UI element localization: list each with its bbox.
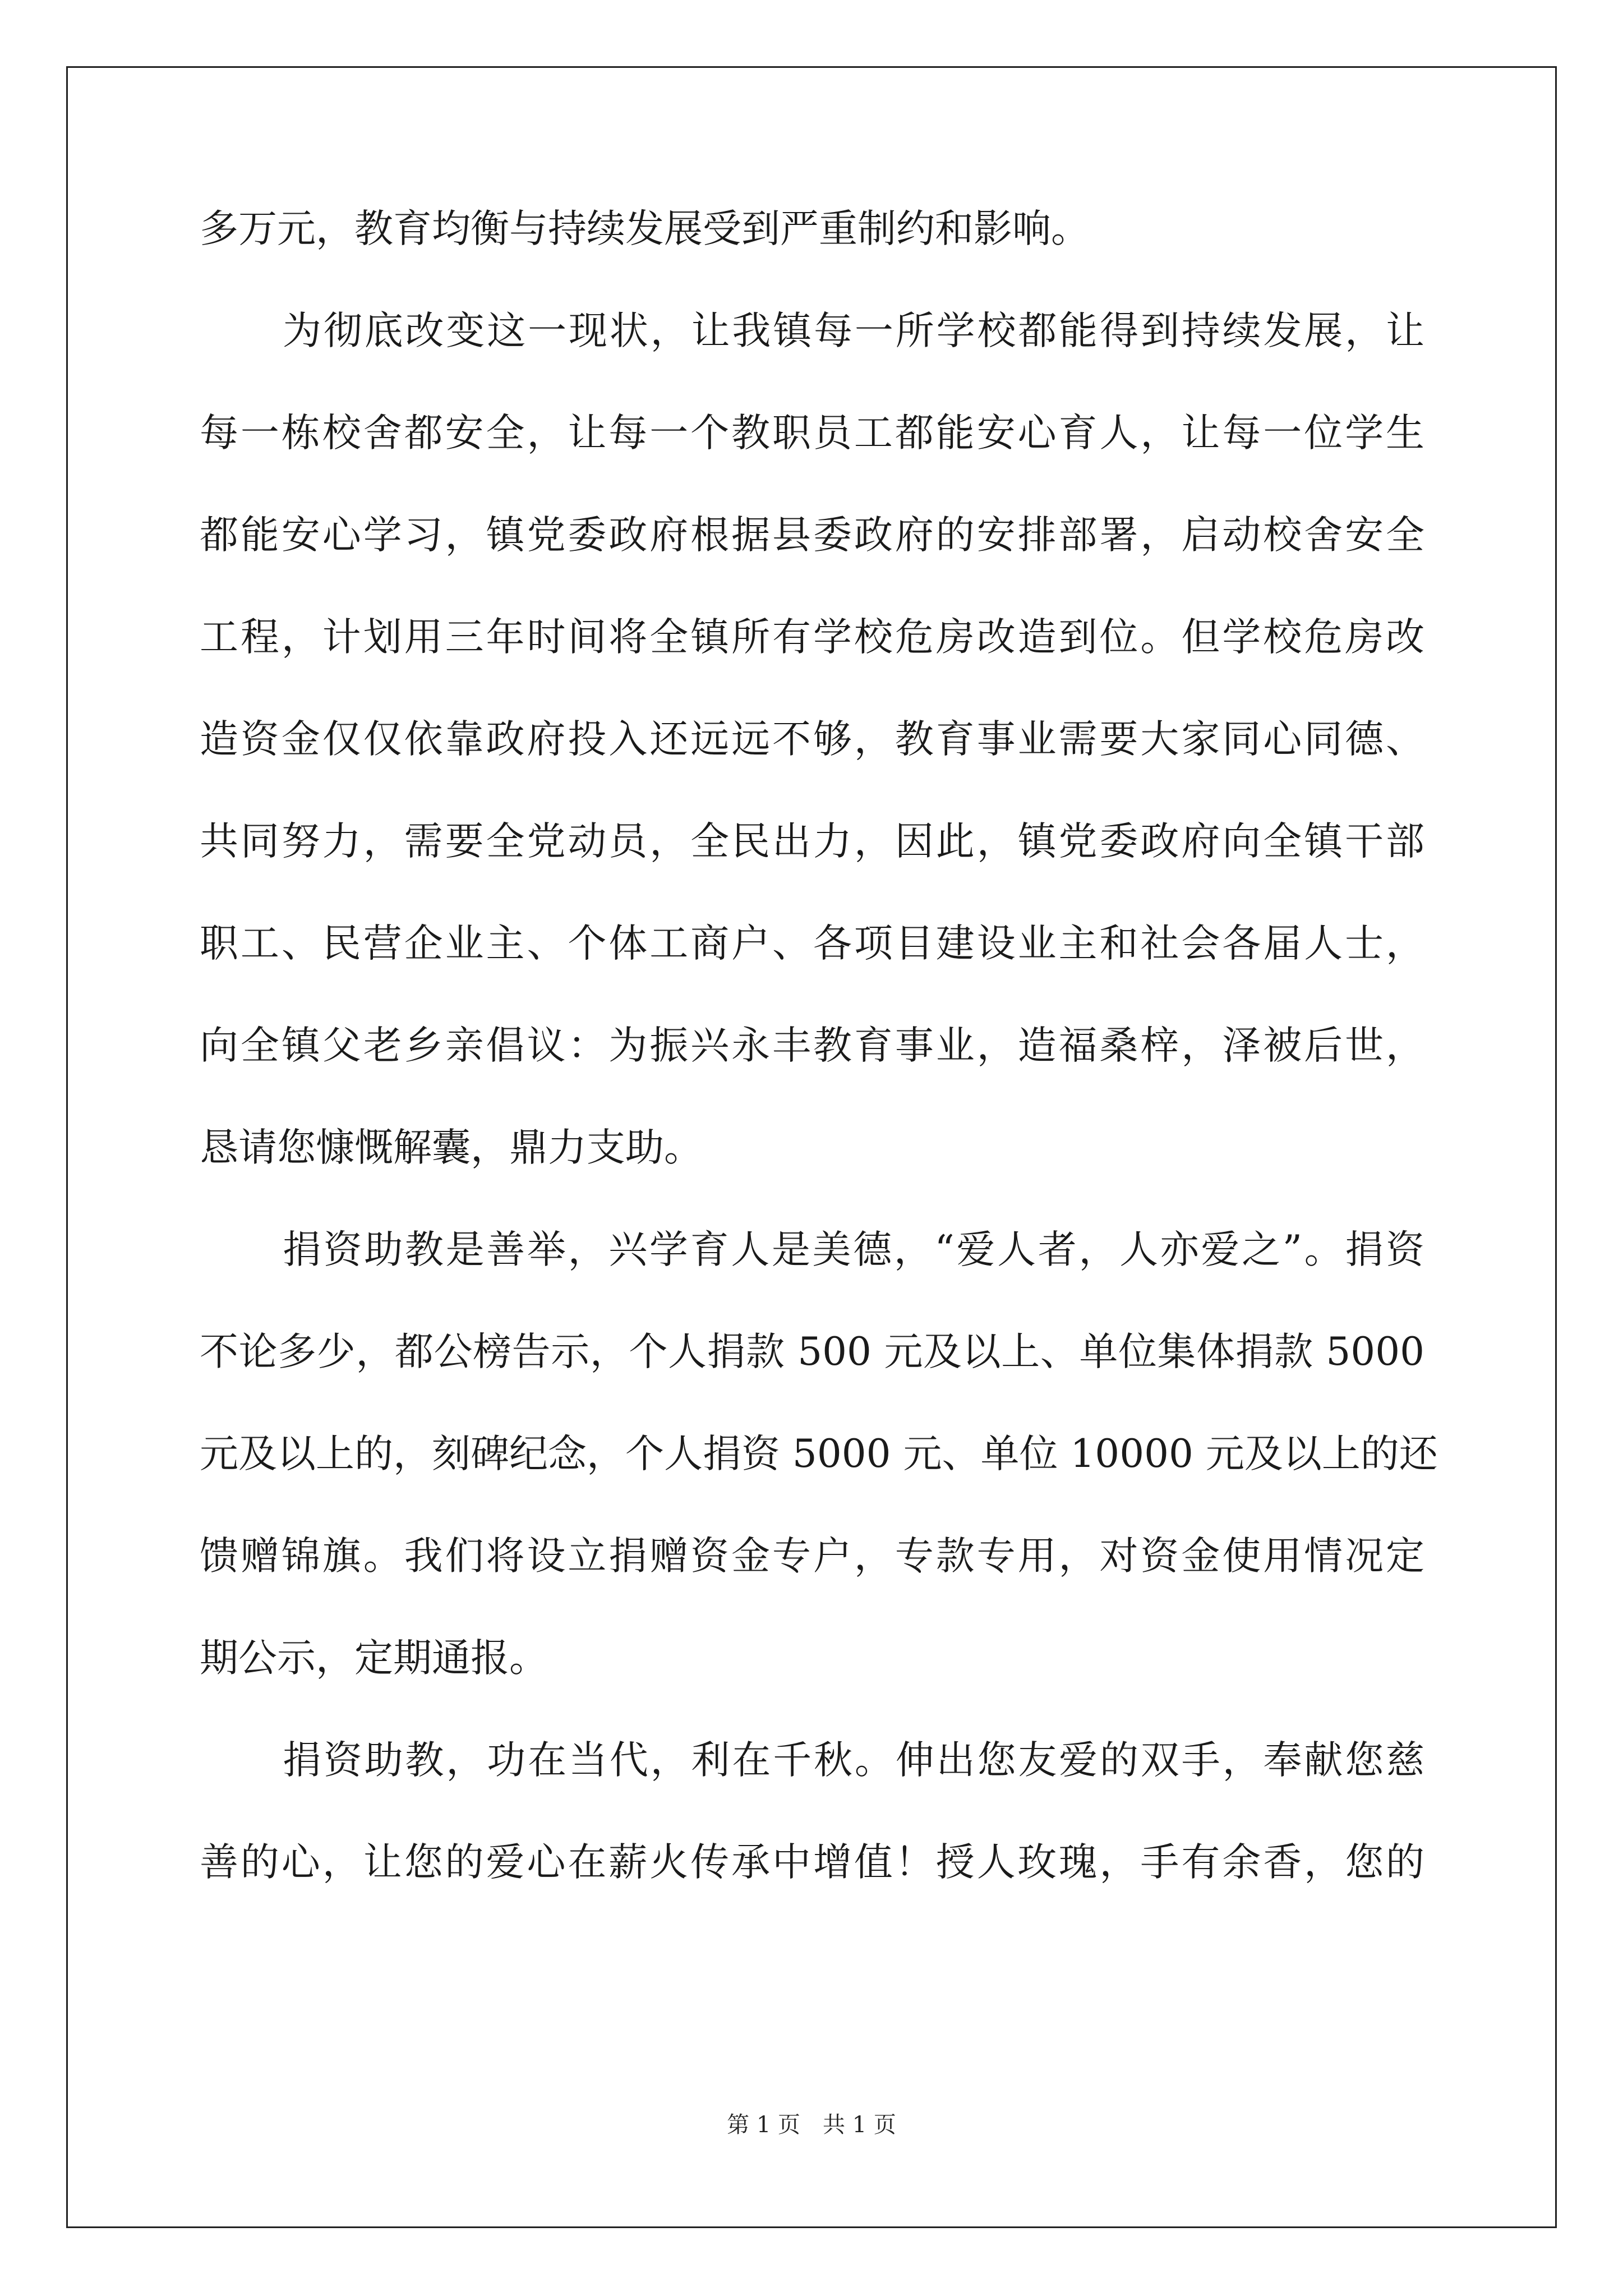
text-line: 都能安心学习，镇党委政府根据县委政府的安排部署，启动校舍安全 (200, 513, 1424, 558)
text-line: 馈赠锦旗。我们将设立捐赠资金专户，专款专用，对资金使用情况定 (200, 1534, 1424, 1579)
text-line: 为彻底改变这一现状，让我镇每一所学校都能得到持续发展，让 (283, 309, 1424, 353)
page-number: 第 1 页 共 1 页 (727, 2112, 896, 2138)
text-line: 不论多少，都公榜告示，个人捐款 500 元及以上、单位集体捐款 5000 (200, 1329, 1424, 1374)
text-line: 职工、民营企业主、个体工商户、各项目建设业主和社会各届人士， (200, 921, 1424, 966)
text-line: 期公示，定期通报。 (200, 1636, 548, 1681)
text-line: 元及以上的，刻碑纪念，个人捐资 5000 元、单位 10000 元及以上的还 (200, 1432, 1438, 1476)
text-line: 每一栋校舍都安全，让每一个教职员工都能安心育人，让每一位学生 (200, 411, 1424, 455)
text-line: 工程，计划用三年时间将全镇所有学校危房改造到位。但学校危房改 (200, 615, 1424, 660)
text-line: 共同努力，需要全党动员，全民出力，因此，镇党委政府向全镇干部 (200, 819, 1424, 864)
text-line: 造资金仅仅依靠政府投入还远远不够，教育事业需要大家同心同德、 (200, 717, 1424, 762)
text-line: 捐资助教是善举，兴学育人是美德，“爱人者，人亦爱之”。捐资 (283, 1227, 1424, 1272)
text-line: 向全镇父老乡亲倡议：为振兴永丰教育事业，造福桑梓，泽被后世， (200, 1023, 1424, 1068)
text-line: 善的心，让您的爱心在薪火传承中增值！授人玫瑰，手有余香，您的 (200, 1840, 1424, 1885)
text-line: 恳请您慷慨解囊，鼎力支助。 (200, 1125, 703, 1170)
text-line: 多万元，教育均衡与持续发展受到严重制约和影响。 (200, 206, 1090, 251)
text-line: 捐资助教，功在当代，利在千秋。伸出您友爱的双手，奉献您慈 (283, 1738, 1424, 1783)
